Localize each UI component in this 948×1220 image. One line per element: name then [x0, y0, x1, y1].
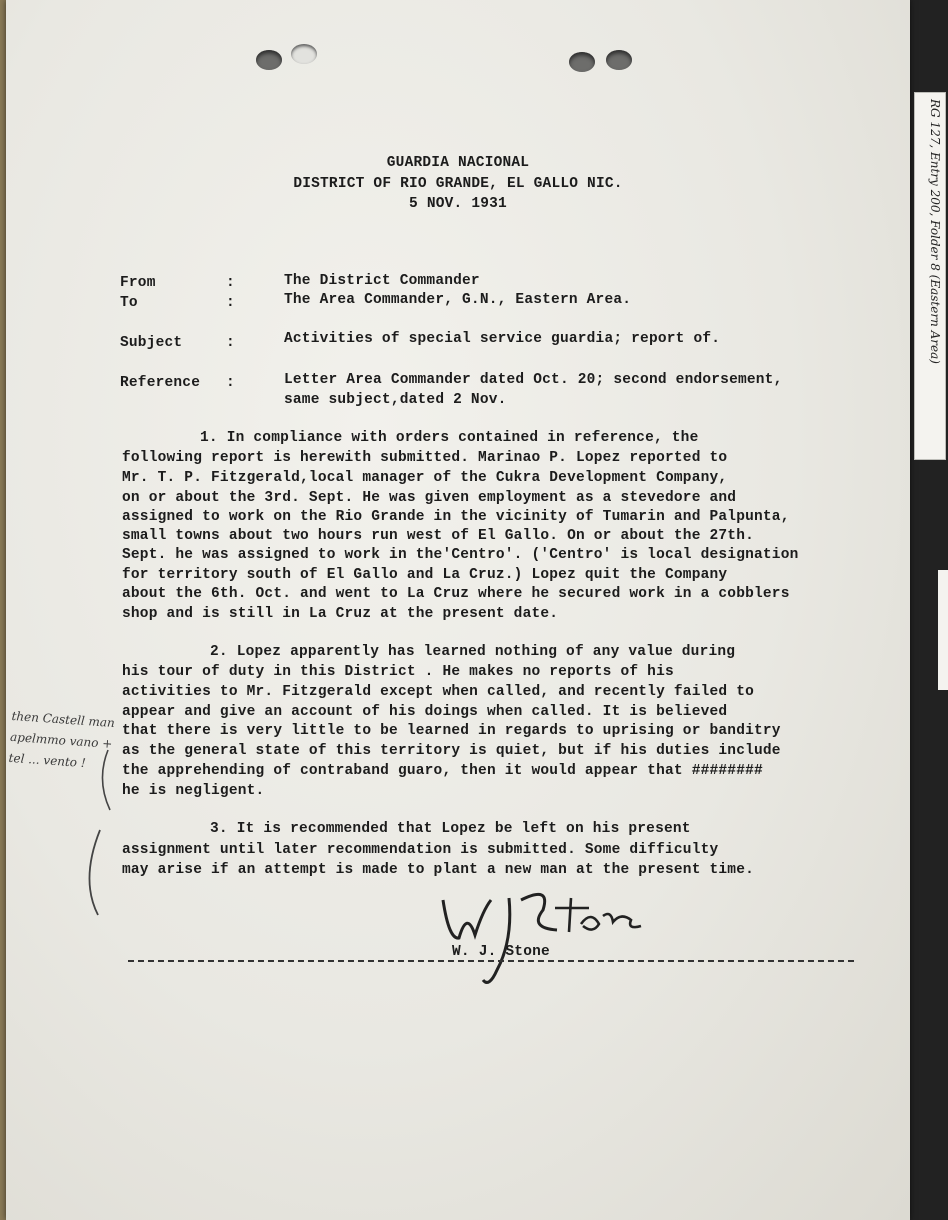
- header-district: DISTRICT OF RIO GRANDE, EL GALLO NIC.: [293, 176, 623, 192]
- para2-line: he is negligent.: [122, 783, 265, 799]
- to-label: To: [120, 295, 138, 311]
- from-label: From: [120, 275, 156, 291]
- margin-handwritten-note: then Castell man apelmmo vano + tel ... vento !: [8, 708, 116, 771]
- para2-line: as the general state of this territory is quiet, but if his duties include: [122, 743, 781, 759]
- punch-hole: [606, 50, 632, 70]
- para1-line: for territory south of El Gallo and La Cruz.) Lopez quit the Company: [122, 567, 728, 583]
- para1-line: Mr. T. P. Fitzgerald,local manager of the Cukra Development Company,: [122, 470, 728, 486]
- to-colon: :: [226, 295, 235, 311]
- para1-line: small towns about two hours run west of El Gallo. On or about the 27th.: [122, 528, 755, 544]
- para1-line: following report is herewith submitted. Marinao P. Lopez reported to: [122, 450, 728, 466]
- para1-line: shop and is still in La Cruz at the present date.: [122, 606, 559, 622]
- subject-label: Subject: [120, 335, 183, 351]
- reference-value: Letter Area Commander dated Oct. 20; second endorsement,: [284, 372, 783, 388]
- archive-reference: RG 127, Entry 200, Folder 8 (Eastern Area): [928, 99, 942, 364]
- para1-line: 1. In compliance with orders contained in reference, the: [200, 430, 699, 446]
- reference-value-cont: same subject,dated 2 Nov.: [284, 392, 507, 408]
- para2-line: the apprehending of contraband guaro, then it would appear that ########: [122, 763, 763, 779]
- signature-typed-name: W. J. Stone: [452, 944, 550, 960]
- para3-line: assignment until later recommendation is submitted. Some difficulty: [122, 842, 719, 858]
- para3-line: 3. It is recommended that Lopez be left on his present: [210, 821, 691, 837]
- punch-hole: [569, 52, 595, 72]
- margin-bracket: [78, 730, 118, 930]
- archive-side-tab-edge: [938, 570, 948, 690]
- subject-value: Activities of special service guardia; report of.: [284, 331, 721, 347]
- to-value: The Area Commander, G.N., Eastern Area.: [284, 292, 632, 308]
- para1-line: assigned to work on the Rio Grande in the vicinity of Tumarin and Palpunta,: [122, 509, 790, 525]
- header-org: GUARDIA NACIONAL: [386, 155, 530, 171]
- dashed-rule: [128, 960, 854, 962]
- subject-colon: :: [226, 335, 235, 351]
- para2-line: 2. Lopez apparently has learned nothing of any value during: [210, 644, 736, 660]
- reference-colon: :: [226, 375, 235, 391]
- para2-line: activities to Mr. Fitzgerald except when called, and recently failed to: [122, 684, 755, 700]
- from-colon: :: [226, 275, 235, 291]
- from-value: The District Commander: [284, 273, 480, 289]
- para1-line: about the 6th. Oct. and went to La Cruz where he secured work in a cobblers: [122, 586, 790, 602]
- para1-line: Sept. he was assigned to work in the'Centro'. ('Centro' is local designation: [122, 547, 799, 563]
- para2-line: that there is very little to be learned in regards to uprising or banditry: [122, 723, 781, 739]
- archive-side-tab: [914, 92, 946, 460]
- para3-line: may arise if an attempt is made to plant a new man at the present time.: [122, 862, 755, 878]
- handwritten-signature: [431, 880, 651, 990]
- document-page: [6, 0, 910, 1220]
- para2-line: appear and give an account of his doings when called. It is believed: [122, 704, 728, 720]
- punch-hole: [291, 44, 317, 64]
- punch-hole: [256, 50, 282, 70]
- header-date: 5 NOV. 1931: [409, 196, 507, 212]
- para2-line: his tour of duty in this District . He makes no reports of his: [122, 664, 674, 680]
- reference-label: Reference: [120, 375, 201, 391]
- para1-line: on or about the 3rd. Sept. He was given employment as a stevedore and: [122, 490, 737, 506]
